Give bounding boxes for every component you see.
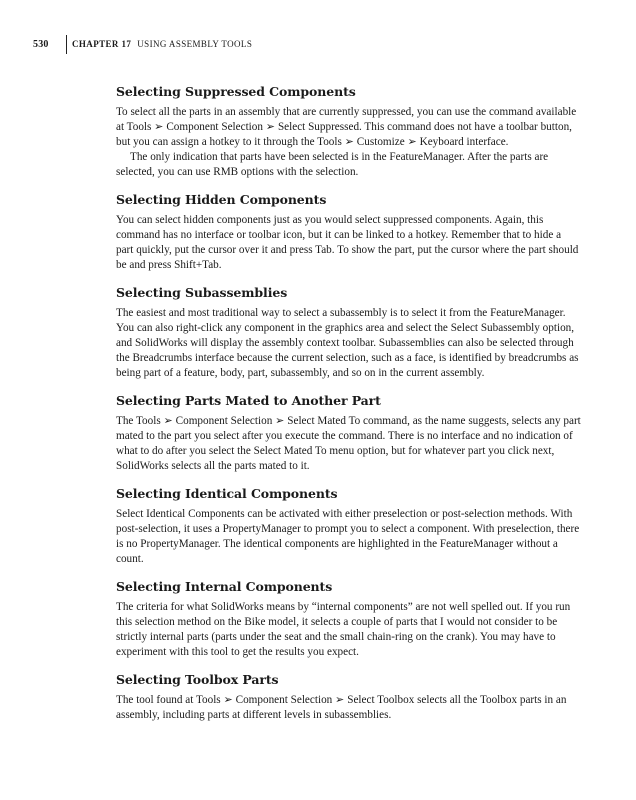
paragraph: The criteria for what SolidWorks means by “internal components” are not well spelled out. If you run this selection method on the Bike model, it selects a couple of parts that I would not consider to be strictly internal parts (parts under the seat and the small chain-ring on the crank). You may have to experiment with this tool to get the results you expect. <box>116 601 571 658</box>
paragraph: The only indication that parts have been selected is in the FeatureManager. After the parts are selected, you can use RMB options with the selection. <box>116 151 549 178</box>
section-heading: Selecting Internal Components <box>116 579 333 594</box>
section-heading: Selecting Parts Mated to Another Part <box>116 393 381 408</box>
running-header <box>0 35 636 57</box>
section-subassemblies <box>116 285 581 381</box>
section-mated-parts <box>116 393 581 474</box>
paragraph: The Tools ➢ Component Selection ➢ Select Mated To command, as the name suggests, selects any part mated to the part you select after you execute the command. There is no interface and no indication of what to do after you select the Select Mated To menu option, but for whatever part you click next, SolidWorks selects all the parts mated to it. <box>116 415 581 472</box>
chapter-label: CHAPTER 17 <box>72 39 132 49</box>
section-heading: Selecting Hidden Components <box>116 192 327 207</box>
section-suppressed-components <box>116 84 581 180</box>
page-number: 530 <box>33 39 49 50</box>
paragraph: You can select hidden components just as you would select suppressed components. Again, this command has no interface or toolbar icon, but it can be linked to a hotkey. Remember that to hide a part quickly, put the cursor over it and press Tab. To show the part, put the cursor where the part should be and press Shift+Tab. <box>116 214 579 271</box>
paragraph: The tool found at Tools ➢ Component Selection ➢ Select Toolbox selects all the Toolbox parts in an assembly, including parts at different levels in subassemblies. <box>116 694 567 721</box>
section-hidden-components <box>116 192 581 273</box>
section-heading: Selecting Identical Components <box>116 486 338 501</box>
chapter-title: USING ASSEMBLY TOOLS <box>137 39 253 49</box>
section-identical-components <box>116 486 581 567</box>
section-toolbox-parts <box>116 672 581 723</box>
paragraph: The easiest and most traditional way to select a subassembly is to select it from the FeatureManager. You can also right-click any component in the graphics area and select the Select Subassembly option, and SolidWorks will display the assembly context toolbar. Subassemblies can also be selected through the Breadcrumbs interface because the current selection, such as a face, is identified by breadcrumbs as being part of a feature, body, part, subassembly, and so on in the current assembly. <box>116 307 579 379</box>
section-internal-components <box>116 579 581 660</box>
section-heading: Selecting Suppressed Components <box>116 84 356 99</box>
header-divider <box>66 35 67 54</box>
paragraph: To select all the parts in an assembly that are currently suppressed, you can use the command available at Tools ➢ Component Selection ➢ Select Suppressed. This command does not have a toolbar button, but you can assign a hotkey to it through the Tools ➢ Customize ➢ Keyboard interface. <box>116 106 577 148</box>
section-heading: Selecting Toolbox Parts <box>116 672 279 687</box>
chapter-heading <box>72 39 252 49</box>
section-heading: Selecting Subassemblies <box>116 285 288 300</box>
page-body <box>116 84 581 735</box>
paragraph: Select Identical Components can be activated with either preselection or post-selection methods. With post-selection, it uses a PropertyManager to prompt you to select a component. With preselection, there is no PropertyManager. The identical components are highlighted in the FeatureManager without a count. <box>116 508 580 565</box>
